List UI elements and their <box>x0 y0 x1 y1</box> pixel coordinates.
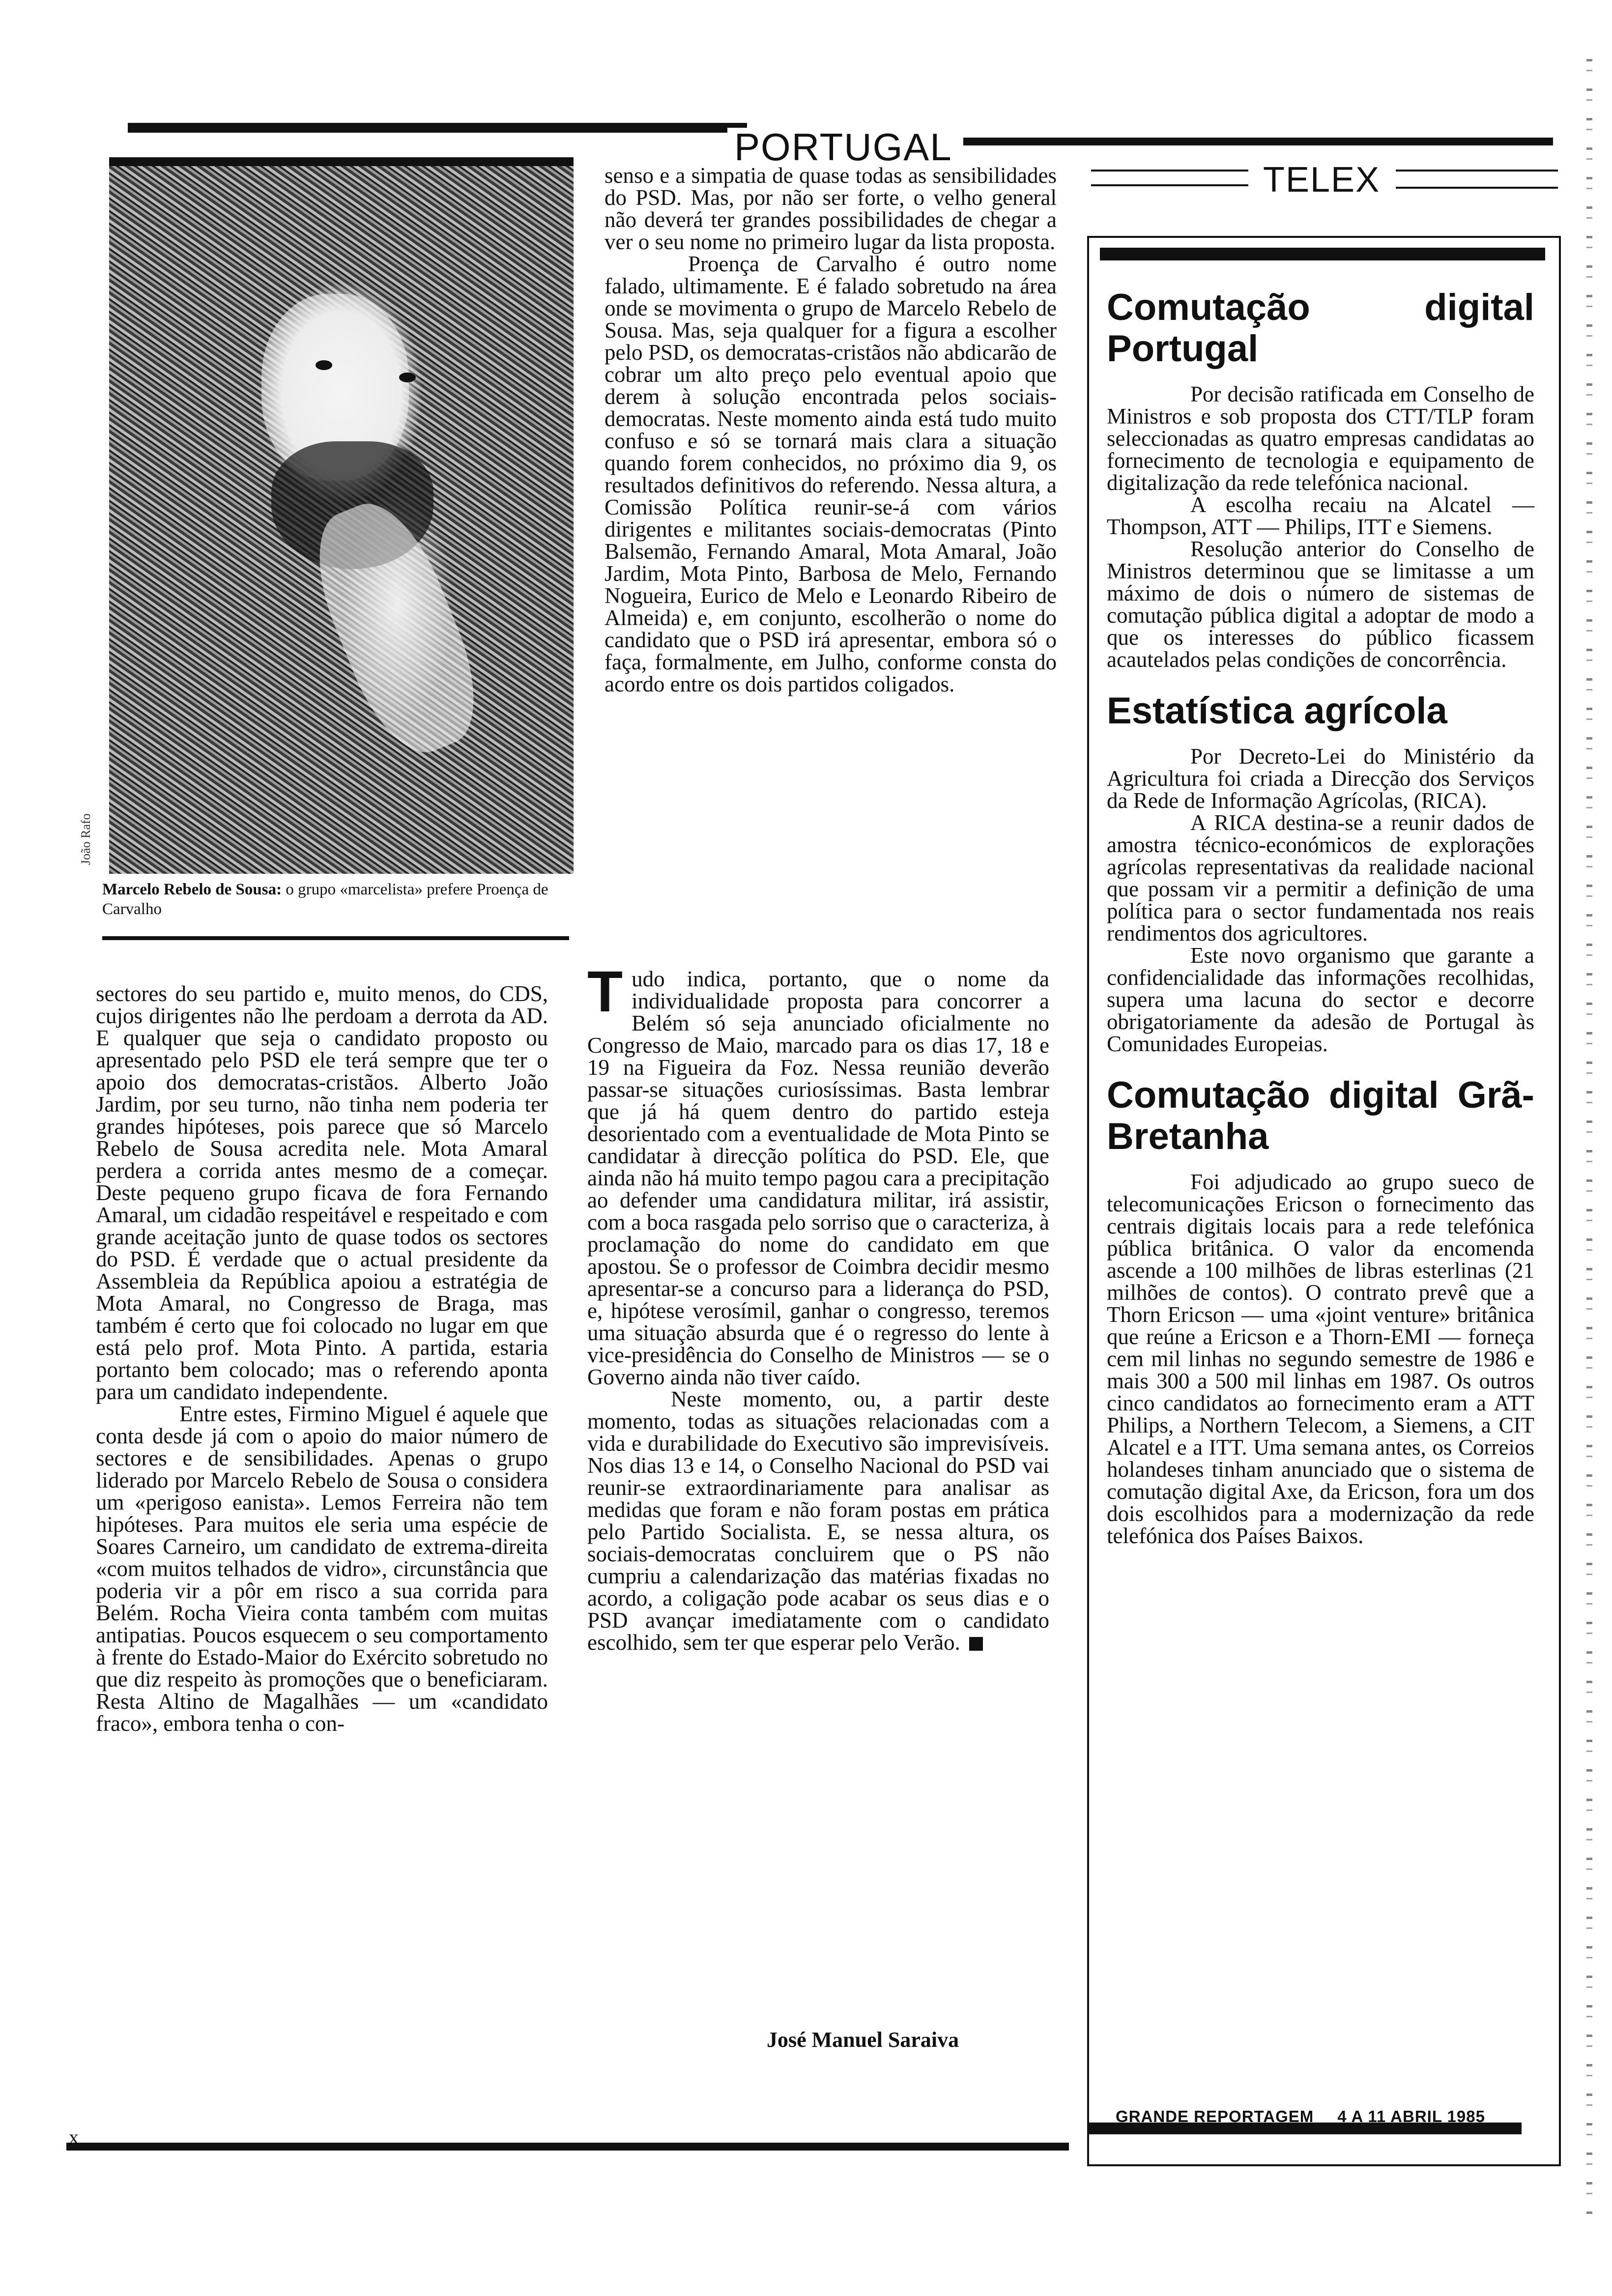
photo-eye <box>316 360 332 370</box>
article-paragraph <box>587 1388 1049 1654</box>
article-paragraph: Proença de Carvalho é outro nome falado, ultimamente. E é falado sobretudo na área onde se movimenta o grupo de Marcelo Rebelo de Sousa. Mas, seja qualquer for a figura a escolher pelo PSD, os democratas-cristãos não abdicarão de cobrar um alto preço pelo eventual apoio que derem à solução encontrada pelos sociais-democratas. Neste momento ainda está tudo muito confuso e só se tornará mais clara a situação quando forem conhecidos, no próximo dia 9, os resultados definitivos do referendo. Nessa altura, a Comissão Política reunir-se-á com vários dirigentes e militantes sociais-democratas (Pinto Balsemão, Fernando Amaral, Mota Amaral, João Jardim, Mota Pinto, Barbosa de Melo, Fernando Nogueira, Eurico de Melo e Leonardo Ribeiro de Almeida) e, em conjunto, escolherão o nome do candidato que o PSD irá apresentar, embora só o faça, formalmente, em Julho, conforme consta do acordo entre os dois partidos coligados. <box>604 252 1057 696</box>
photo-caption <box>102 880 569 919</box>
telex-paragraph: Este novo organismo que garante a confidencialidade das informações recolhidas, supera uma lacuna do sector e decorre obrigatoriamente da adesão de Portugal às Comunidades Europeias. <box>1107 943 1534 1056</box>
telex-paragraph: Por Decreto-Lei do Ministério da Agricultura foi criada a Direcção dos Serviços da Rede de Informação Agrícolas, (RICA). <box>1107 744 1534 813</box>
article-paragraph: senso e a simpatia de quase todas as sensibilidades do PSD. Mas, por não ser forte, o velho general não deverá ter grandes possibilidades de chegar a ver o seu nome no primeiro lugar da lista proposta. <box>604 163 1057 254</box>
paragraph-text: Neste momento, ou, a partir deste momento, todas as situações relacionadas com a vida e durabilidade do Executivo são imprevisíveis. Nos dias 13 e 14, o Conselho Nacional do PSD vai reunir-se extraordinariamente para analisar as medidas que foram e não foram postas em prática pelo Partido Socialista. E, se nessa altura, os sociais-democratas concluirem que o PS não cumpriu a calendarização das matérias fixadas no acordo, a coligação pode acabar os seus dias e o PSD avançar imediatamente com o candidato escolhido, sem ter que esperar pelo Verão. <box>587 1387 1049 1655</box>
portrait-photo <box>109 157 574 874</box>
section-title-portugal: PORTUGAL <box>727 128 959 166</box>
telex-item-title: Comutação digital Grã-Bretanha <box>1107 1074 1534 1157</box>
telex-header-line <box>1091 170 1248 172</box>
telex-item-title: Comutação digital Portugal <box>1107 287 1534 370</box>
telex-header-line <box>1091 184 1248 186</box>
article-middle-column-continued <box>587 959 1049 1655</box>
end-of-article-square-icon <box>969 1637 983 1651</box>
telex-paragraph: Foi adjudicado ao grupo sueco de telecomunicações Ericson o fornecimento das centrais digitais locais para a rede telefónica pública britânica. O valor da encomenda ascende a 100 milhões de libras esterlinas (21 milhões de contos). O contrato prevê que a Thorn Ericson — uma «joint venture» britânica que reúne a Ericson e a Thorn-EMI — forneça cem mil linhas no segundo semestre de 1986 e mais 300 a 500 mil linhas em 1987. Os outros cinco candidatos ao fornecimento eram a ATT Philips, a Northern Telecom, a Siemens, a CIT Alcatel e a ITT. Uma semana antes, os Correios holandeses tinham anunciado que o sistema de comutação digital Axe, da Ericson, fora um dos dois escolhidos para a modernização da rede telefónica dos Países Baixos. <box>1107 1170 1534 1548</box>
drop-cap: T <box>587 959 623 1024</box>
photo-hand <box>296 488 497 768</box>
issue-date: 4 A 11 ABRIL 1985 <box>1337 2107 1485 2125</box>
telex-header-line <box>1396 170 1558 172</box>
page-footer <box>1116 2107 1485 2126</box>
telex-item <box>1107 287 1534 1547</box>
article-paragraph: sectores do seu partido e, muito menos, do CDS, cujos dirigentes não lhe perdoam a derrota da AD. E qualquer que seja o candidato proposto ou apresentado pelo PSD ele terá sempre que ter o apoio dos democratas-cristãos. Alberto João Jardim, por seu turno, não tinha nem poderia ter grandes hipóteses, pois parece que só Marcelo Rebelo de Sousa acredita nele. Mota Amaral perdera a corrida antes mesmo de a começar. Deste pequeno grupo ficava de fora Fernando Amaral, um cidadão respeitável e respeitado e com grande aceitação junto de quase todos os sectores do PSD. É verdade que o actual presidente da Assembleia da República apoiou a estratégia de Mota Amaral, no Congresso de Braga, mas também é certo que foi colocado no lugar em que está pelo prof. Mota Pinto. A partida, estaria portanto bem colocado; mas o referendo aponta para um candidato independente. <box>96 981 548 1404</box>
article-paragraph: Entre estes, Firmino Miguel é aquele que conta desde já com o apoio do maior número de sectores e de sensibilidades. Apenas o grupo liderado por Marcelo Rebelo de Sousa o considera um «perigoso eanista». Lemos Ferreira não tem hipóteses. Para muitos ele seria uma espécie de Soares Carneiro, um candidato de extrema-direita «com muitos telhados de vidro», circunstância que poderia vir a pôr em risco a sua corrida para Belém. Rocha Vieira conta também com muitas antipatias. Poucos esquecem o seu comportamento à frente do Estado-Maior do Exército sobretudo no que diz respeito às promoções que o beneficiaram. Resta Altino de Magalhães — um «candidato fraco», embora tenha o con- <box>96 1402 548 1736</box>
article-middle-column <box>604 165 1057 695</box>
section-title-telex: TELEX <box>1258 162 1385 198</box>
scan-edge-specks <box>1586 59 1592 2221</box>
photo-eye <box>399 373 416 382</box>
caption-subject: Marcelo Rebelo de Sousa: <box>102 881 282 898</box>
top-rule-left <box>128 123 747 133</box>
article-left-column <box>96 983 548 1735</box>
margin-mark: x <box>69 2126 79 2148</box>
caption-rule <box>102 936 569 940</box>
telex-top-bar <box>1100 248 1545 260</box>
telex-paragraph: Por decisão ratificada em Conselho de Ministros e sob proposta dos CTT/TLP foram seleccionadas as quatro empresas candidatas ao fornecimento de tecnologia e equipamento de digitalização da rede telefónica nacional. <box>1107 382 1534 495</box>
photo-credit: João Rafo <box>79 813 93 865</box>
top-rule-right <box>963 138 1553 145</box>
telex-box <box>1087 236 1561 2166</box>
publication-name: GRANDE REPORTAGEM <box>1116 2107 1314 2125</box>
article-paragraph <box>587 959 1049 1389</box>
telex-paragraph: Resolução anterior do Conselho de Ministros determinou que se limitasse a um máximo de dois o número de sistemas de comutação pública digital a adoptar de modo a que os interesses do público ficassem acautelados pelas condições de concorrência. <box>1107 537 1534 672</box>
telex-paragraph: A escolha recaiu na Alcatel — Thompson, ATT — Philips, ITT e Siemens. <box>1107 492 1534 539</box>
telex-paragraph: A RICA destina-se a reunir dados de amostra técnico-económicos de explorações agrícolas representativas da realidade nacional que possam vir a permitir a definição de uma política para o sector fundamentada nos reais rendimentos dos agricultores. <box>1107 810 1534 946</box>
paragraph-text: udo indica, portanto, que o nome da individualidade proposta para concorrer a Belém só seja anunciado oficialmente no Congresso de Maio, marcado para os dias 17, 18 e 19 na Figueira da Foz. Nessa reunião deverão passar-se situações curiosíssimas. Basta lembrar que já há quem dentro do partido esteja desorientado com a eventualidade de Mota Pinto se candidatar à direcção política do PSD. Ele, que ainda não há muito tempo pagou cara a precipitação ao defender uma candidatura militar, irá assistir, com a boca rasgada pelo sorriso que o caracteriza, à proclamação do nome do candidato em que apostou. Se o professor de Coimbra decidir mesmo apresentar-se a concurso para a liderança do PSD, e, hipótese verosímil, ganhar o congresso, teremos uma situação absurda que é o regresso do lente à vice-presidência do Conselho de Ministros — se o Governo ainda não tiver caído. <box>587 967 1049 1389</box>
article-bottom-rule <box>66 2143 1069 2151</box>
author-byline: José Manuel Saraiva <box>767 2028 959 2052</box>
caption-text: o grupo «marcelista» prefere Proença de Carvalho <box>102 881 548 918</box>
telex-item-title: Estatística agrícola <box>1107 690 1447 732</box>
telex-header-line <box>1396 187 1558 189</box>
